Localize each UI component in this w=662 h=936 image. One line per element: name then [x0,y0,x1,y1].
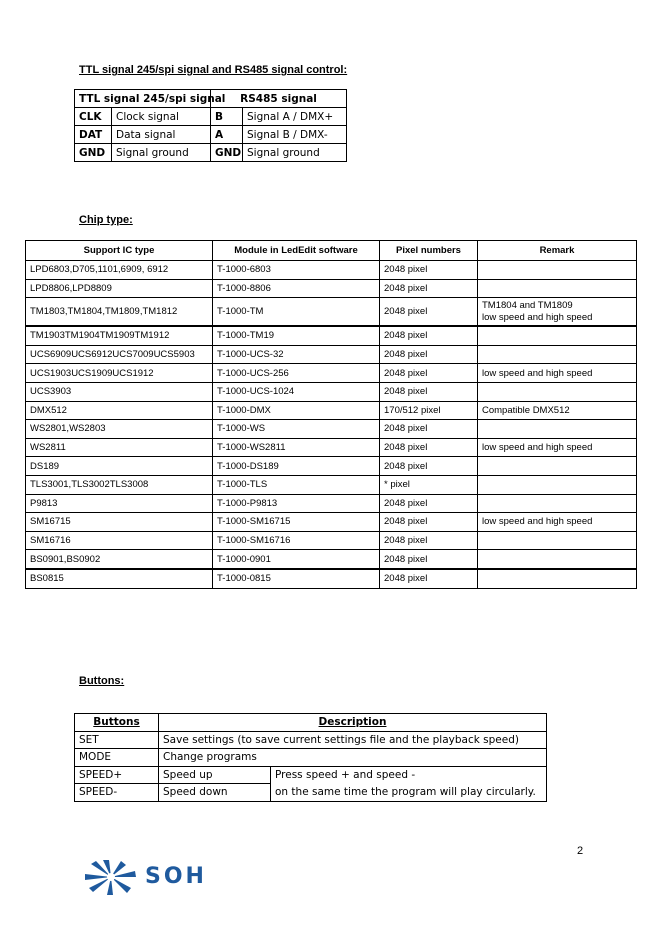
ttl-heading: TTL signal 245/spi signal and RS485 signal control: [79,64,348,76]
chip-ic: SM16716 [26,531,213,550]
buttons-row [75,766,547,784]
chip-pixels: 2048 pixel [380,569,478,588]
chip-pixels: 2048 pixel [380,279,478,298]
chip-ic: UCS3903 [26,382,213,401]
chip-ic: BS0901,BS0902 [26,550,213,569]
chip-col-ic: Support IC type [26,241,213,261]
chip-ic: TM1803,TM1804,TM1809,TM1812 [26,298,213,327]
starburst-logo-icon [83,858,139,896]
chip-pixels: 2048 pixel [380,364,478,383]
chip-module: T-1000-P9813 [213,494,380,513]
chip-row [26,569,637,588]
chip-module: T-1000-WS2811 [213,438,380,457]
chip-row [26,513,637,532]
speed-note-line1: Press speed + and speed - [275,768,416,781]
chip-row [26,279,637,298]
ttl-row [75,144,347,162]
ttl-header-row [75,90,347,108]
chip-ic: P9813 [26,494,213,513]
ttl-header-left: TTL signal 245/spi signal [75,90,211,108]
chip-remark [478,550,637,569]
buttons-row [75,731,547,749]
chip-module: T-1000-TM [213,298,380,327]
chip-remark [478,382,637,401]
chip-row [26,457,637,476]
buttons-table [74,713,547,802]
chip-module: T-1000-6803 [213,261,380,280]
logo-text: SOH [145,864,207,889]
chip-module: T-1000-0815 [213,569,380,588]
button-description: Save settings (to save current settings file and the playback speed) [159,731,547,749]
chip-remark [478,420,637,439]
chip-module: T-1000-UCS-32 [213,345,380,364]
chip-pixels: 170/512 pixel [380,401,478,420]
chip-module: T-1000-WS [213,420,380,439]
ttl-header-right: RS485 signal [211,90,347,108]
chip-col-pixels: Pixel numbers [380,241,478,261]
ttl-desc: Data signal [112,126,211,144]
chip-ic: WS2811 [26,438,213,457]
buttons-heading: Buttons: [79,675,125,687]
chip-col-module: Module in LedEdit software [213,241,380,261]
chip-row [26,401,637,420]
button-description: Speed up [159,766,271,784]
chip-row [26,438,637,457]
chip-ic: LPD8806,LPD8809 [26,279,213,298]
chip-remark [478,457,637,476]
chip-module: T-1000-UCS-256 [213,364,380,383]
chip-ic: DS189 [26,457,213,476]
chip-row [26,494,637,513]
chip-module: T-1000-TM19 [213,326,380,345]
chip-remark [478,279,637,298]
chip-row [26,382,637,401]
chip-row [26,420,637,439]
chip-pixels: 2048 pixel [380,438,478,457]
chip-ic: UCS1903UCS1909UCS1912 [26,364,213,383]
chip-remark: Compatible DMX512 [478,401,637,420]
buttons-col-buttons: Buttons [75,714,159,732]
chip-remark-line2: low speed and high speed [482,311,593,323]
chip-pixels: 2048 pixel [380,513,478,532]
chip-ic: TM1903TM1904TM1909TM1912 [26,326,213,345]
chip-remark [478,569,637,588]
chip-header-row [26,241,637,261]
chip-remark-line1: TM1804 and TM1809 [482,299,573,311]
chip-remark [478,326,637,345]
chip-pixels: 2048 pixel [380,531,478,550]
chip-module: T-1000-8806 [213,279,380,298]
rs485-desc: Signal B / DMX- [243,126,347,144]
chip-remark [478,298,637,327]
chip-row [26,364,637,383]
chip-module: T-1000-0901 [213,550,380,569]
rs485-desc: Signal A / DMX+ [243,108,347,126]
rs485-pin: A [211,126,243,144]
button-name: SPEED- [75,784,159,802]
chip-remark [478,345,637,364]
chip-remark [478,475,637,494]
ttl-row [75,108,347,126]
ttl-row [75,126,347,144]
ttl-pin: DAT [75,126,112,144]
ttl-desc: Signal ground [112,144,211,162]
rs485-pin: B [211,108,243,126]
button-description: Change programs [159,749,547,767]
buttons-header-row [75,714,547,732]
chip-pixels: 2048 pixel [380,420,478,439]
chip-row [26,550,637,569]
chip-ic: LPD6803,D705,1101,6909, 6912 [26,261,213,280]
ttl-rs485-table [74,89,347,162]
ttl-desc: Clock signal [112,108,211,126]
logo [83,858,223,898]
rs485-desc: Signal ground [243,144,347,162]
chip-module: T-1000-TLS [213,475,380,494]
button-name: MODE [75,749,159,767]
chip-pixels: * pixel [380,475,478,494]
chip-remark [478,261,637,280]
chip-module: T-1000-UCS-1024 [213,382,380,401]
chip-row [26,298,637,327]
chip-ic: SM16715 [26,513,213,532]
button-name: SET [75,731,159,749]
chip-row [26,326,637,345]
page-number: 2 [577,845,584,857]
chip-row [26,475,637,494]
chip-remark: low speed and high speed [478,364,637,383]
chip-remark: low speed and high speed [478,513,637,532]
chip-pixels: 2048 pixel [380,298,478,327]
chip-module: T-1000-SM16715 [213,513,380,532]
chip-heading: Chip type: [79,214,133,226]
chip-ic: BS0815 [26,569,213,588]
chip-col-remark: Remark [478,241,637,261]
chip-pixels: 2048 pixel [380,326,478,345]
chip-pixels: 2048 pixel [380,382,478,401]
chip-remark [478,531,637,550]
ttl-pin: GND [75,144,112,162]
chip-pixels: 2048 pixel [380,494,478,513]
speed-note-line2: on the same time the program will play circularly. [275,785,536,798]
chip-pixels: 2048 pixel [380,457,478,476]
chip-ic: TLS3001,TLS3002TLS3008 [26,475,213,494]
chip-type-table [25,240,637,589]
button-name: SPEED+ [75,766,159,784]
speed-combo-note [271,766,547,801]
chip-row [26,531,637,550]
chip-ic: UCS6909UCS6912UCS7009UCS5903 [26,345,213,364]
chip-module: T-1000-SM16716 [213,531,380,550]
chip-module: T-1000-DS189 [213,457,380,476]
button-description: Speed down [159,784,271,802]
chip-pixels: 2048 pixel [380,345,478,364]
chip-pixels: 2048 pixel [380,550,478,569]
chip-remark: low speed and high speed [478,438,637,457]
chip-pixels: 2048 pixel [380,261,478,280]
chip-row [26,345,637,364]
chip-module: T-1000-DMX [213,401,380,420]
rs485-pin: GND [211,144,243,162]
chip-row [26,261,637,280]
ttl-pin: CLK [75,108,112,126]
chip-ic: WS2801,WS2803 [26,420,213,439]
buttons-col-description: Description [159,714,547,732]
chip-ic: DMX512 [26,401,213,420]
buttons-row [75,749,547,767]
chip-remark [478,494,637,513]
